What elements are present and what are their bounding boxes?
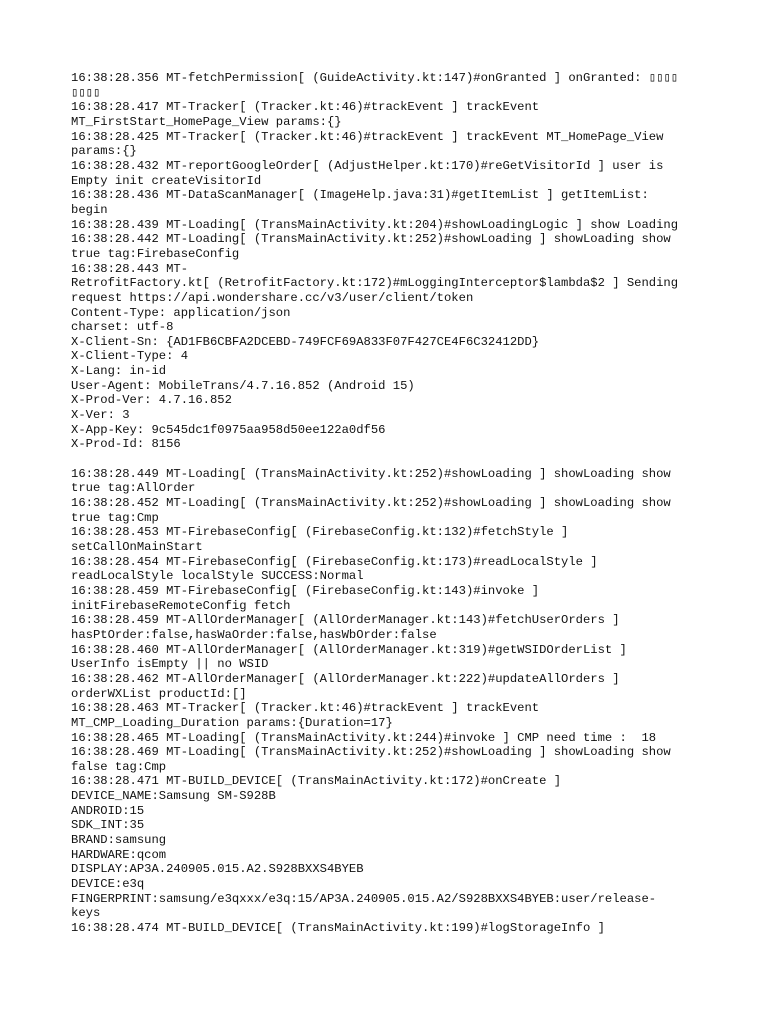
log-line: X-App-Key: 9c545dc1f0975aa958d50ee122a0df56 (71, 422, 386, 437)
log-line: 16:38:28.417 MT-Tracker[ (Tracker.kt:46)#trackEvent ] trackEvent (71, 100, 540, 115)
log-line: 16:38:28.449 MT-Loading[ (TransMainActivity.kt:252)#showLoading ] showLoading show (71, 466, 671, 481)
log-body (71, 71, 711, 936)
log-line: X-Prod-Id: 8156 (71, 437, 181, 452)
log-line: 16:38:28.460 MT-AllOrderManager[ (AllOrderManager.kt:319)#getWSIDOrderList ] (71, 642, 627, 657)
log-line: 16:38:28.471 MT-BUILD_DEVICE[ (TransMainActivity.kt:172)#onCreate ] (71, 774, 562, 789)
log-line: hasPtOrder:false,hasWaOrder:false,hasWbOrder:false (71, 627, 437, 642)
log-line: readLocalStyle localStyle SUCCESS:Normal (71, 569, 364, 584)
log-line: initFirebaseRemoteConfig fetch (71, 598, 291, 613)
log-line: 16:38:28.463 MT-Tracker[ (Tracker.kt:46)#trackEvent ] trackEvent (71, 701, 540, 716)
log-line: params:{} (71, 144, 137, 159)
log-line: 16:38:28.425 MT-Tracker[ (Tracker.kt:46)#trackEvent ] trackEvent MT_HomePage_View (71, 129, 664, 144)
log-line (71, 452, 711, 467)
log-line: 16:38:28.452 MT-Loading[ (TransMainActivity.kt:252)#showLoading ] showLoading show (71, 496, 671, 511)
log-line: User-Agent: MobileTrans/4.7.16.852 (Android 15) (71, 378, 415, 393)
log-line: X-Lang: in-id (71, 364, 167, 379)
log-line: 16:38:28.432 MT-reportGoogleOrder[ (AdjustHelper.kt:170)#reGetVisitorId ] user is (71, 158, 664, 173)
log-line: MT_FirstStart_HomePage_View params:{} (71, 114, 342, 129)
log-line: setCallOnMainStart (71, 539, 203, 554)
log-line: false tag:Cmp (71, 759, 167, 774)
log-line: 16:38:28.442 MT-Loading[ (TransMainActivity.kt:252)#showLoading ] showLoading show (71, 232, 671, 247)
log-line: 16:38:28.454 MT-FirebaseConfig[ (FirebaseConfig.kt:173)#readLocalStyle ] (71, 554, 598, 569)
log-line: Empty init createVisitorId (71, 173, 262, 188)
log-line: HARDWARE:qcom (71, 847, 167, 862)
log-line: X-Prod-Ver: 4.7.16.852 (71, 393, 232, 408)
log-line: SDK_INT:35 (71, 818, 145, 833)
log-line: true tag:FirebaseConfig (71, 246, 240, 261)
log-line: BRAND:samsung (71, 833, 167, 848)
log-line: DISPLAY:AP3A.240905.015.A2.S928BXXS4BYEB (71, 862, 364, 877)
log-line: begin (71, 202, 108, 217)
log-line: true tag:Cmp (71, 510, 159, 525)
log-line: RetrofitFactory.kt[ (RetrofitFactory.kt:172)#mLoggingInterceptor$lambda$2 ] Sending (71, 276, 679, 291)
log-line: Content-Type: application/json (71, 305, 291, 320)
log-line: UserInfo isEmpty || no WSID (71, 657, 269, 672)
log-line: 16:38:28.443 MT- (71, 261, 189, 276)
log-line: request https://api.wondershare.cc/v3/user/client/token (71, 290, 474, 305)
log-line: X-Client-Sn: {AD1FB6CBFA2DCEBD-749FCF69A833F07F427CE4F6C32412DD} (71, 334, 540, 349)
log-line: 16:38:28.462 MT-AllOrderManager[ (AllOrderManager.kt:222)#updateAllOrders ] (71, 671, 620, 686)
log-line: MT_CMP_Loading_Duration params:{Duration=17} (71, 715, 393, 730)
log-line: ANDROID:15 (71, 803, 145, 818)
log-line: 16:38:28.459 MT-FirebaseConfig[ (FirebaseConfig.kt:143)#invoke ] (71, 583, 540, 598)
log-line: X-Client-Type: 4 (71, 349, 189, 364)
log-line: 16:38:28.459 MT-AllOrderManager[ (AllOrderManager.kt:143)#fetchUserOrders ] (71, 613, 620, 628)
log-line: 16:38:28.439 MT-Loading[ (TransMainActivity.kt:204)#showLoadingLogic ] show Loading (71, 217, 679, 232)
log-line: orderWXList productId:[] (71, 686, 247, 701)
log-line: 16:38:28.436 MT-DataScanManager[ (ImageHelp.java:31)#getItemList ] getItemList: (71, 188, 649, 203)
log-line: FINGERPRINT:samsung/e3qxxx/e3q:15/AP3A.240905.015.A2/S928BXXS4BYEB:user/release- (71, 891, 657, 906)
log-line: 16:38:28.356 MT-fetchPermission[ (GuideActivity.kt:147)#onGranted ] onGranted: ▯▯▯▯ (71, 71, 679, 85)
log-line: X-Ver: 3 (71, 408, 130, 423)
log-document (71, 71, 711, 936)
log-line: charset: utf-8 (71, 320, 174, 335)
log-line: ▯▯▯▯ (71, 85, 101, 100)
log-line: 16:38:28.453 MT-FirebaseConfig[ (FirebaseConfig.kt:132)#fetchStyle ] (71, 525, 569, 540)
log-line: DEVICE:e3q (71, 877, 145, 892)
log-line: 16:38:28.465 MT-Loading[ (TransMainActivity.kt:244)#invoke ] CMP need time : 18 (71, 730, 657, 745)
log-line: 16:38:28.474 MT-BUILD_DEVICE[ (TransMainActivity.kt:199)#logStorageInfo ] (71, 921, 605, 936)
log-line: keys (71, 906, 101, 921)
log-line: DEVICE_NAME:Samsung SM-S928B (71, 789, 276, 804)
log-line: true tag:AllOrder (71, 481, 196, 496)
log-line: 16:38:28.469 MT-Loading[ (TransMainActivity.kt:252)#showLoading ] showLoading show (71, 745, 671, 760)
